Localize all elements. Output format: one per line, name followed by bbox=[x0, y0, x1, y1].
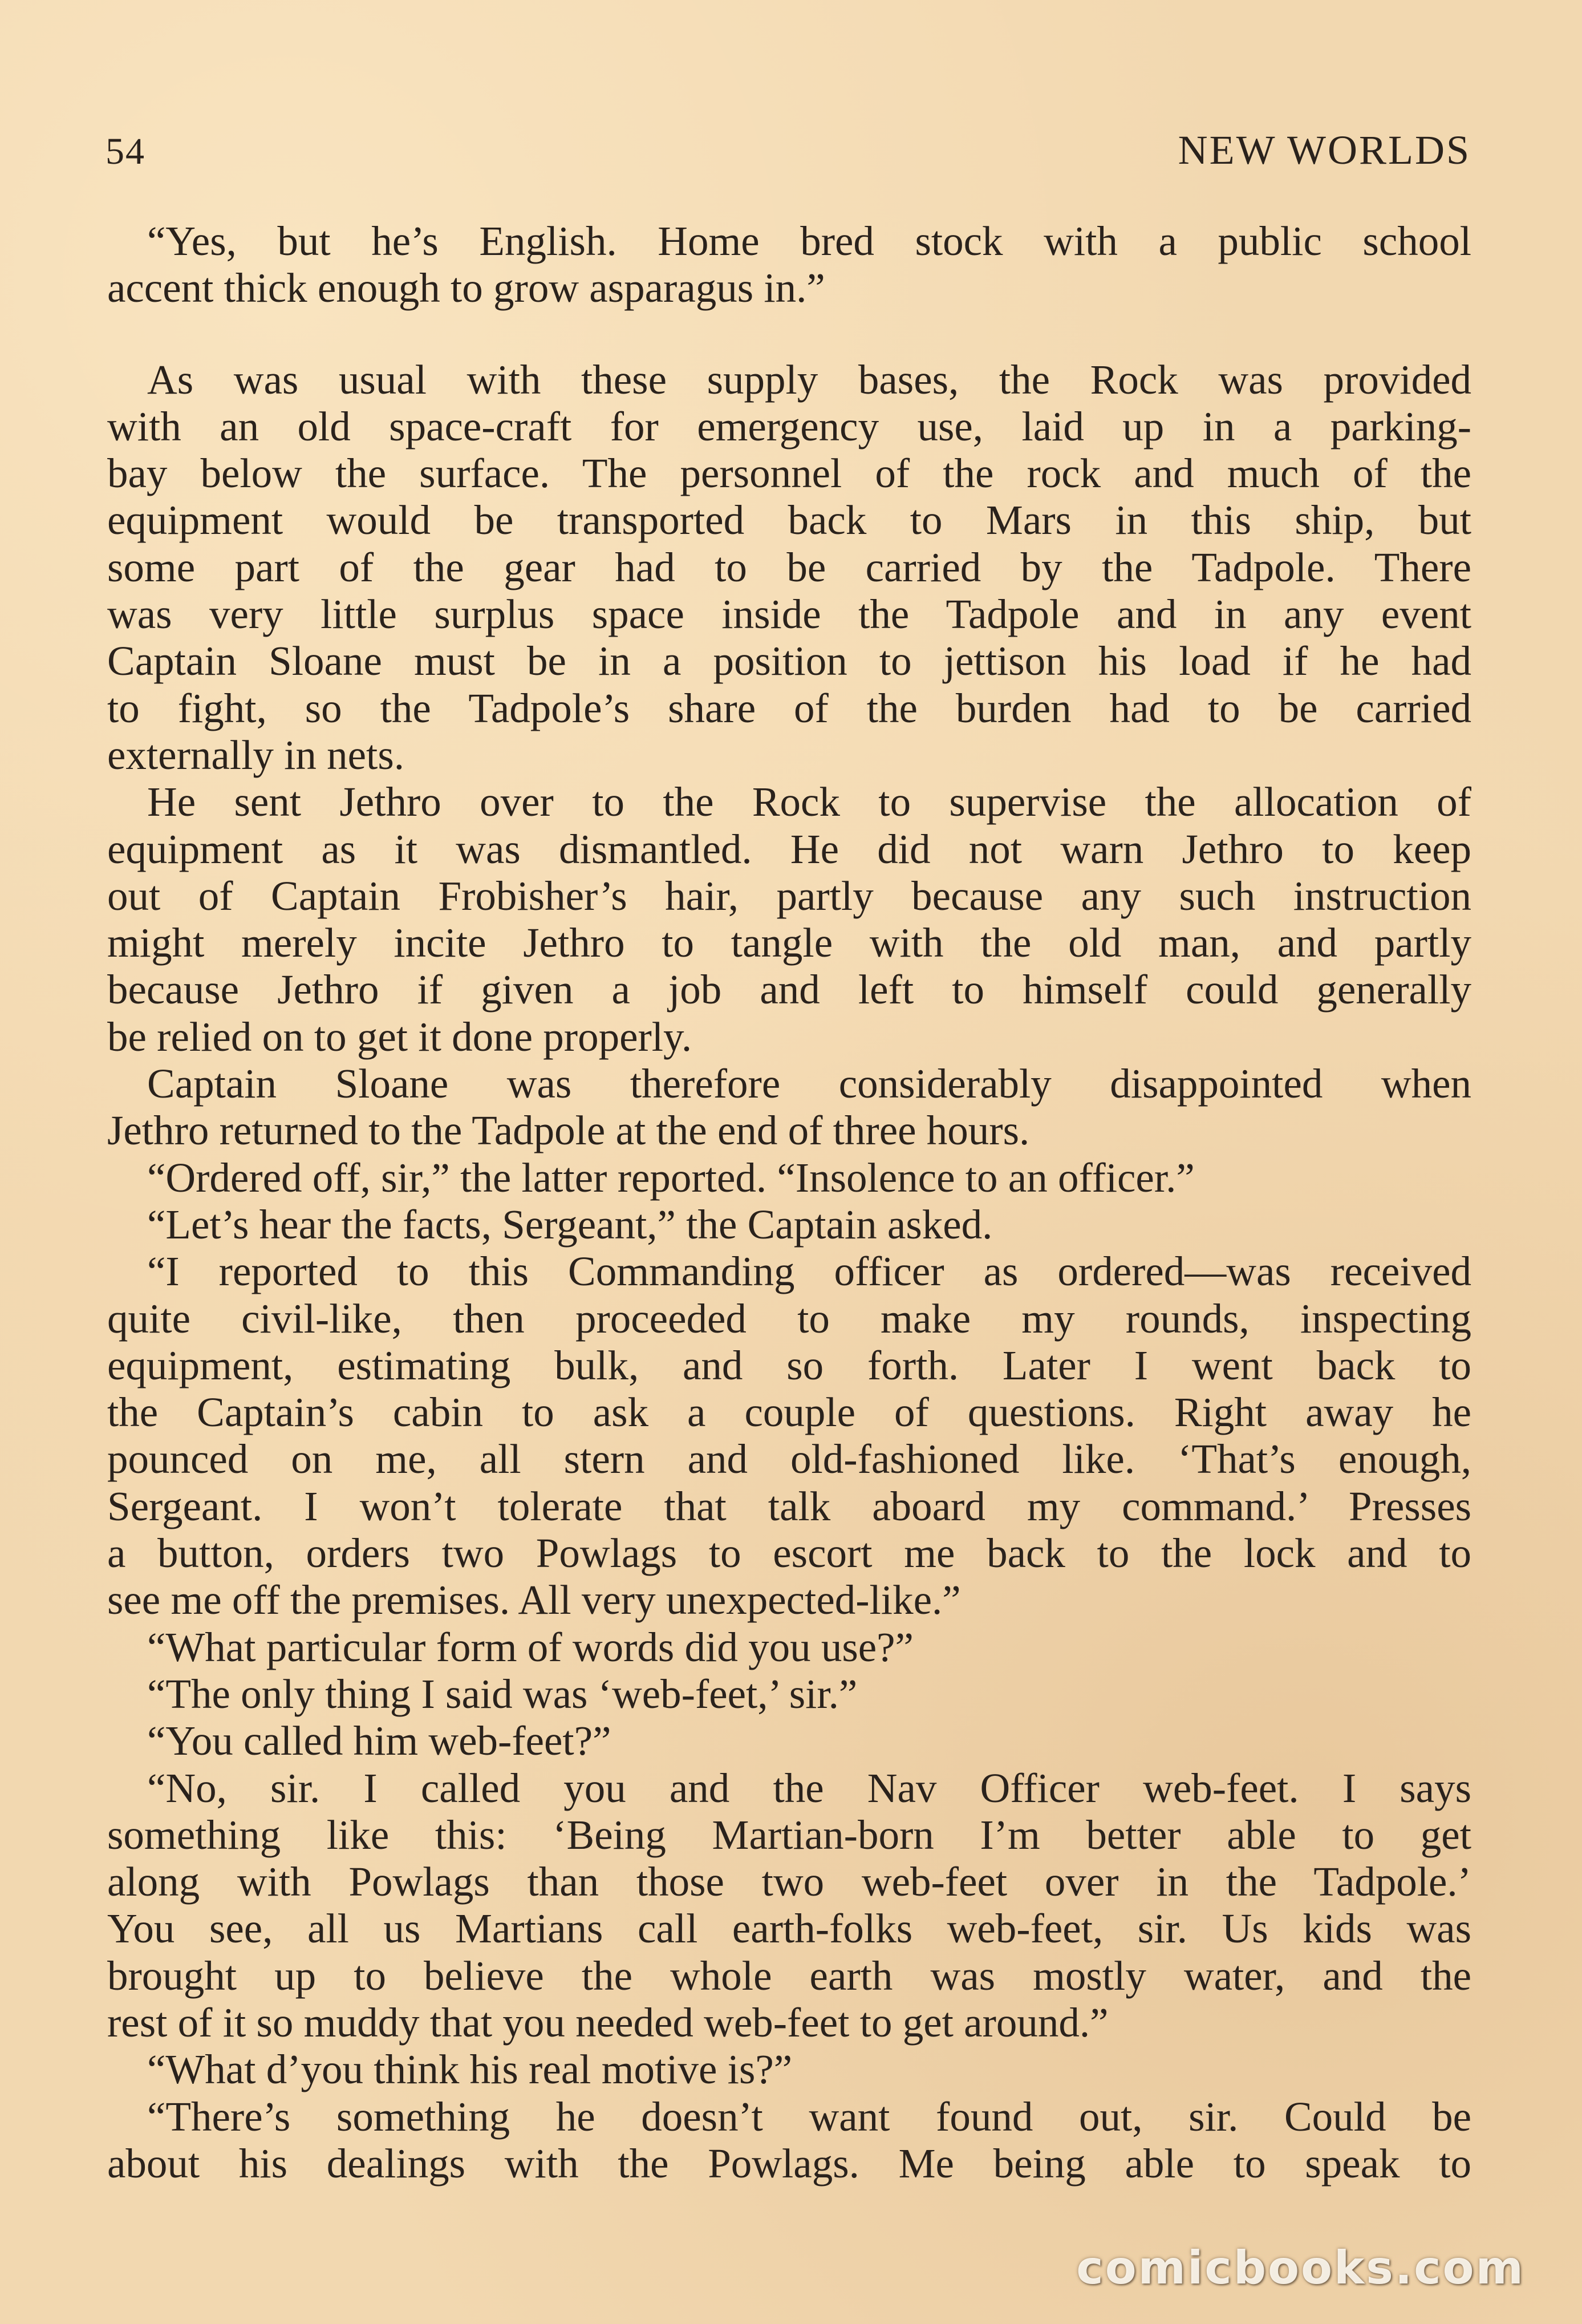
text-line: “I reported to this Commanding officer as ordered—was received bbox=[147, 1248, 1471, 1295]
text-line: some part of the gear had to be carried by the Tadpole. There bbox=[107, 544, 1471, 590]
text-line: equipment, estimating bulk, and so forth. Later I went back to bbox=[107, 1342, 1471, 1388]
text-line: Captain Sloane was therefore considerably disappointed when bbox=[147, 1060, 1471, 1107]
text-line: Jethro returned to the Tadpole at the end of three hours. bbox=[107, 1107, 1030, 1154]
text-line: equipment as it was dismantled. He did not warn Jethro to keep bbox=[107, 825, 1471, 872]
text-line: “The only thing I said was ‘web-feet,’ sir.” bbox=[147, 1670, 858, 1717]
page-number: 54 bbox=[106, 131, 145, 172]
text-line: “You called him web-feet?” bbox=[147, 1718, 611, 1764]
text-line: a button, orders two Powlags to escort me back to the lock and to bbox=[107, 1530, 1471, 1577]
text-line: quite civil-like, then proceeded to make my rounds, inspecting bbox=[107, 1295, 1471, 1342]
text-line: Captain Sloane must be in a position to jettison his load if he had bbox=[107, 638, 1471, 685]
text-line: accent thick enough to grow asparagus in.” bbox=[107, 265, 825, 311]
text-line: “Yes, but he’s English. Home bred stock with a public school bbox=[147, 218, 1471, 264]
watermark: comicbooks.com bbox=[1076, 2241, 1525, 2294]
text-line: brought up to believe the whole earth was mostly water, and the bbox=[107, 1952, 1471, 1999]
running-title: NEW WORLDS bbox=[1178, 127, 1471, 173]
text-line: externally in nets. bbox=[107, 731, 404, 778]
text-line: “Ordered off, sir,” the latter reported. “Insolence to an officer.” bbox=[147, 1154, 1195, 1201]
text-line: “Let’s hear the facts, Sergeant,” the Captain asked. bbox=[147, 1201, 993, 1248]
text-line: see me off the premises. All very unexpected-like.” bbox=[107, 1577, 961, 1623]
text-line: “What d’you think his real motive is?” bbox=[147, 2046, 793, 2093]
text-line: because Jethro if given a job and left to himself could generally bbox=[107, 966, 1471, 1013]
text-line: about his dealings with the Powlags. Me being able to speak to bbox=[107, 2140, 1471, 2187]
text-line: along with Powlags than those two web-feet over in the Tadpole.’ bbox=[107, 1859, 1471, 1905]
text-line: As was usual with these supply bases, the Rock was provided bbox=[147, 356, 1471, 403]
text-line: “No, sir. I called you and the Nav Officer web-feet. I says bbox=[147, 1764, 1471, 1811]
text-line: equipment would be transported back to Mars in this ship, but bbox=[107, 497, 1471, 544]
text-line: out of Captain Frobisher’s hair, partly because any such instruction bbox=[107, 872, 1471, 919]
text-line: “What particular form of words did you use?” bbox=[147, 1623, 914, 1670]
text-line: Sergeant. I won’t tolerate that talk aboard my command.’ Presses bbox=[107, 1483, 1471, 1529]
text-line: the Captain’s cabin to ask a couple of questions. Right away he bbox=[107, 1389, 1471, 1436]
text-line: pounced on me, all stern and old-fashioned like. ‘That’s enough, bbox=[107, 1436, 1471, 1483]
text-line: bay below the surface. The personnel of the rock and much of the bbox=[107, 450, 1471, 497]
text-line: “There’s something he doesn’t want found out, sir. Could be bbox=[147, 2093, 1471, 2140]
text-line: He sent Jethro over to the Rock to supervise the allocation of bbox=[147, 779, 1471, 825]
page-header bbox=[106, 127, 1471, 184]
text-line: be relied on to get it done properly. bbox=[107, 1013, 692, 1060]
text-line: might merely incite Jethro to tangle with the old man, and partly bbox=[107, 920, 1471, 966]
text-line: with an old space-craft for emergency use, laid up in a parking- bbox=[107, 403, 1471, 450]
body-text bbox=[107, 218, 1471, 2187]
text-line: rest of it so muddy that you needed web-feet to get around.” bbox=[107, 1999, 1109, 2046]
text-line: was very little surplus space inside the Tadpole and in any event bbox=[107, 591, 1471, 638]
text-line: You see, all us Martians call earth-folks web-feet, sir. Us kids was bbox=[107, 1905, 1471, 1952]
text-line: to fight, so the Tadpole’s share of the burden had to be carried bbox=[107, 685, 1471, 731]
text-line: something like this: ‘Being Martian-born I’m better able to get bbox=[107, 1811, 1471, 1858]
